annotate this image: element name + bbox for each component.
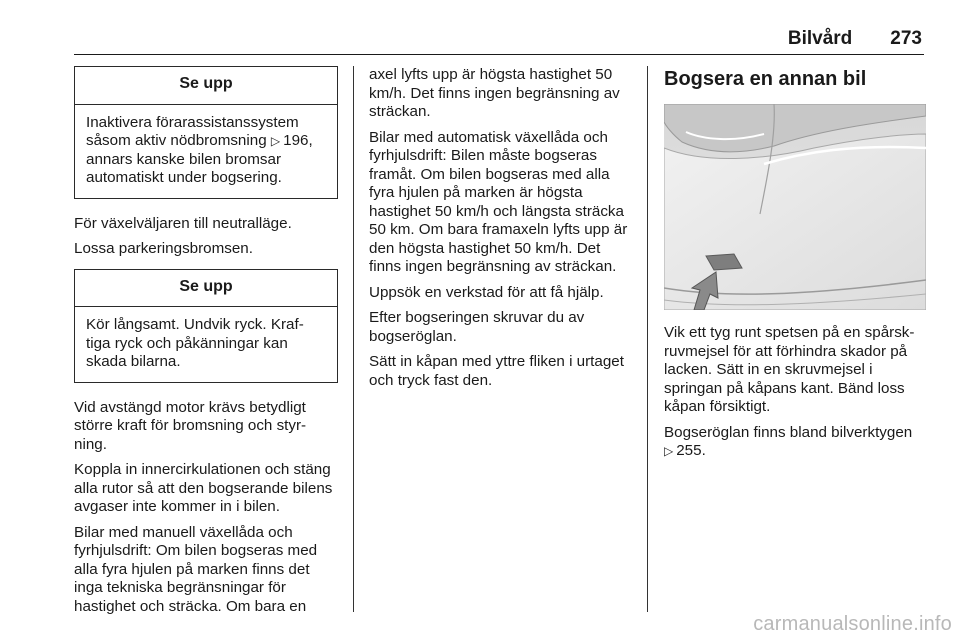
paragraph: Vid avstängd motor krävs betydligt större kraft för bromsning och styr-ning.: [74, 398, 307, 453]
column-2: [369, 66, 634, 397]
column-divider: [353, 66, 354, 612]
section-heading: Bogsera en annan bil: [664, 68, 867, 90]
column-3: [664, 66, 926, 468]
warning-body: Inaktivera förarassistanssystem såsom aktiv nödbromsning ▷ 196, annars kanske bilen bromsar automatiskt under bogsering.: [86, 113, 313, 186]
page-header: [788, 28, 922, 52]
paragraph: Sätt in kåpan med yttre fliken i urtaget och tryck fast den.: [369, 353, 624, 389]
page-reference-link[interactable]: 196,: [283, 132, 313, 149]
column-1: [74, 66, 338, 623]
warning-box: [74, 66, 338, 199]
warning-title: Se upp: [75, 67, 337, 105]
paragraph: Uppsök en verkstad för att få hjälp.: [369, 283, 604, 301]
paragraph: Bilar med automatisk växellåda och fyrhjulsdrift: Bilen måste bogseras framåt. Om bilen bogseras med alla fyra hjulen på marken är högsta hastighet 50 km/h och längsta sträcka 50 km. Om bara framaxeln lyfts upp är den högsta hastighet 50 km/h. Det finns ingen begränsning av sträckan.: [369, 128, 628, 275]
page-reference-link[interactable]: 255.: [676, 442, 706, 459]
bumper-figure: [664, 104, 926, 310]
paragraph: Koppla in innercirkulationen och stäng alla rutor så att den bogserande bilens avgaser inte kommer in i bilen.: [74, 461, 333, 515]
page-reference-icon: ▷: [270, 134, 281, 148]
page-reference-icon: ▷: [664, 444, 674, 458]
section-title: Bilvård: [787, 28, 853, 49]
paragraph: Efter bogseringen skruvar du av bogseröglan.: [369, 309, 585, 345]
paragraph: axel lyfts upp är högsta hastighet 50 km/h. Det finns ingen begränsning av sträckan.: [369, 66, 620, 120]
header-divider: [74, 54, 924, 55]
paragraph: Lossa parkeringsbromsen.: [74, 240, 253, 257]
paragraph: För växelväljaren till neutralläge.: [74, 214, 292, 232]
paragraph: Vik ett tyg runt spetsen på en spårsk-ruvmejsel för att förhindra skador på lacken. Sätt in en skruvmejsel i springan på kåpans kant. Bänd loss kåpan försiktigt.: [664, 324, 915, 415]
paragraph: Bilar med manuell växellåda och fyrhjulsdrift: Om bilen bogseras med alla fyra hjulen på marken finns det inga tekniska begränsningar för hastighet och sträcka. Om bara en: [74, 523, 318, 615]
column-divider: [647, 66, 648, 612]
warning-title: Se upp: [75, 270, 337, 308]
warning-body: Kör långsamt. Undvik ryck. Kraf-tiga ryck och påkänningar kan skada bilarna.: [86, 316, 304, 370]
warning-box: [74, 269, 338, 383]
paragraph: Bogseröglan finns bland bilverktygen ▷ 255.: [664, 423, 913, 459]
page-number: 273: [890, 28, 922, 49]
watermark: carmanualsonline.info: [753, 613, 952, 635]
